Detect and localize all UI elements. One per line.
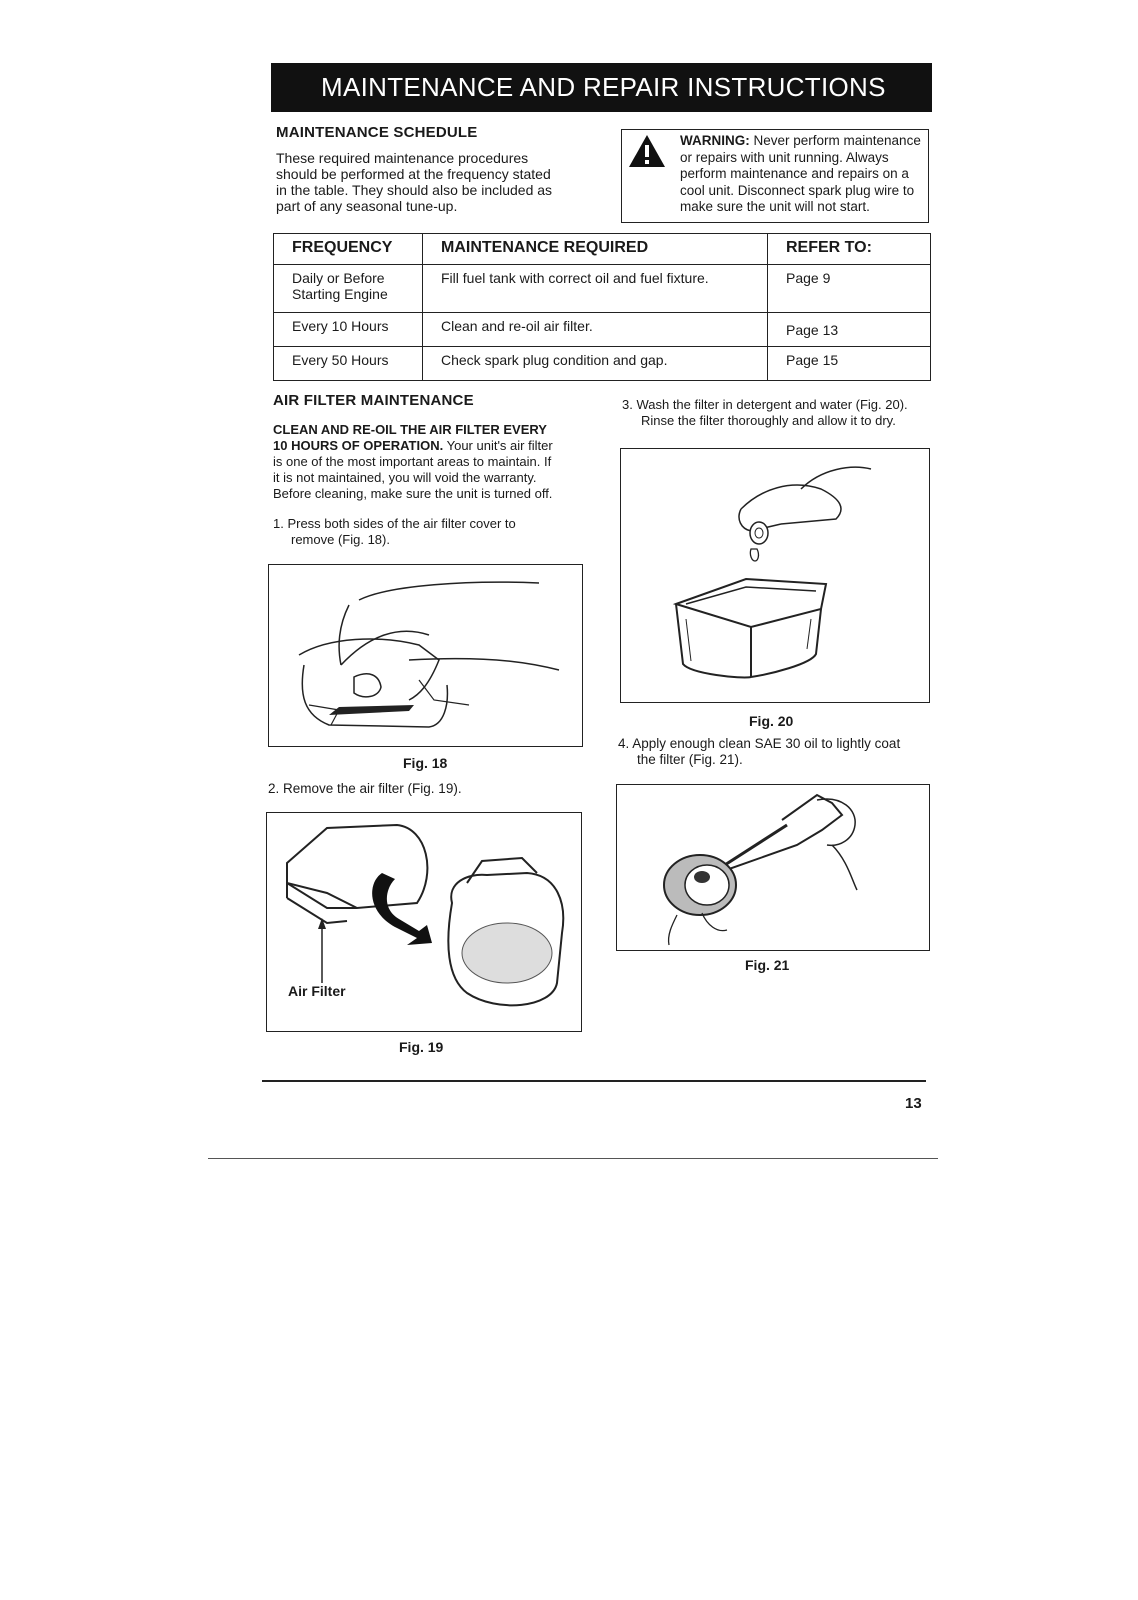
table-cell-refer: Page 13 <box>768 313 931 347</box>
maintenance-table <box>273 233 931 381</box>
figure-18 <box>268 564 583 747</box>
oiling-filter-illustration <box>617 785 928 949</box>
warning-line: or repairs with unit running. Always <box>680 149 889 165</box>
warning-text <box>680 133 930 216</box>
footer-rule <box>262 1080 926 1082</box>
figure-18-caption: Fig. 18 <box>403 755 448 771</box>
table-cell-refer: Page 15 <box>768 347 931 381</box>
step-4 <box>618 736 938 768</box>
table-cell-refer: Page 9 <box>768 265 931 313</box>
air-filter-intro <box>273 422 583 502</box>
air-filter-bold-line: 10 HOURS OF OPERATION. <box>273 438 444 453</box>
figure-20 <box>620 448 930 703</box>
step-4-line: 4. Apply enough clean SAE 30 oil to lightly coat <box>618 736 901 751</box>
warning-triangle-icon <box>627 133 667 169</box>
figure-21 <box>616 784 930 951</box>
page-title-banner <box>271 63 932 112</box>
hand-pressing-cover-illustration <box>269 565 581 745</box>
warning-label: WARNING: <box>680 133 750 148</box>
intro-line: part of any seasonal tune-up. <box>276 198 458 214</box>
step-1 <box>273 516 583 548</box>
schedule-intro <box>276 150 581 214</box>
step-4-line: the filter (Fig. 21). <box>637 752 743 767</box>
warning-line: perform maintenance and repairs on a <box>680 166 909 181</box>
table-cell-task: Fill fuel tank with correct oil and fuel fixture. <box>423 265 768 313</box>
figure-19-caption: Fig. 19 <box>399 1039 444 1055</box>
figure-20-caption: Fig. 20 <box>749 713 794 729</box>
column-header-maintenance: MAINTENANCE REQUIRED <box>423 234 768 265</box>
table-cell-frequency <box>274 265 423 313</box>
table-cell-frequency: Every 50 Hours <box>274 347 423 381</box>
intro-line: in the table. They should also be included as <box>276 182 553 198</box>
table-cell-task: Clean and re-oil air filter. <box>423 313 768 347</box>
column-header-frequency: FREQUENCY <box>274 234 423 265</box>
figure-21-caption: Fig. 21 <box>745 957 790 973</box>
table-row <box>274 313 931 347</box>
air-filter-line: Your unit's air filter <box>443 438 553 453</box>
air-filter-heading: AIR FILTER MAINTENANCE <box>273 392 474 409</box>
table-cell-frequency: Every 10 Hours <box>274 313 423 347</box>
frequency-line: Starting Engine <box>292 286 388 302</box>
maintenance-schedule-heading: MAINTENANCE SCHEDULE <box>276 124 478 141</box>
step-3 <box>622 397 932 429</box>
washing-filter-illustration <box>621 449 928 701</box>
table-row <box>274 347 931 381</box>
air-filter-label: Air Filter <box>288 983 346 999</box>
scan-edge-line <box>208 1158 938 1159</box>
step-3-line: 3. Wash the filter in detergent and water (Fig. 20). <box>622 397 908 412</box>
frequency-line: Daily or Before <box>292 270 385 286</box>
intro-line: These required maintenance procedures <box>276 150 529 166</box>
step-1-line: 1. Press both sides of the air filter cover to <box>273 516 516 531</box>
warning-line: Never perform maintenance <box>749 133 921 148</box>
warning-line: make sure the unit will not start. <box>680 199 870 214</box>
step-3-line: Rinse the filter thoroughly and allow it to dry. <box>641 413 896 428</box>
table-row <box>274 265 931 313</box>
air-filter-bold-line: CLEAN AND RE-OIL THE AIR FILTER EVERY <box>273 422 547 437</box>
page-number: 13 <box>905 1095 922 1112</box>
figure-19 <box>266 812 582 1032</box>
air-filter-line: is one of the most important areas to maintain. If <box>273 454 552 469</box>
air-filter-line: it is not maintained, you will void the warranty. <box>273 470 537 485</box>
table-cell-task: Check spark plug condition and gap. <box>423 347 768 381</box>
page-title: MAINTENANCE AND REPAIR INSTRUCTIONS <box>321 72 886 102</box>
air-filter-line: Before cleaning, make sure the unit is turned off. <box>273 486 553 501</box>
step-1-line: remove (Fig. 18). <box>291 532 390 547</box>
intro-line: should be performed at the frequency stated <box>276 166 551 182</box>
table-header-row <box>274 234 931 265</box>
step-2: 2. Remove the air filter (Fig. 19). <box>268 781 462 796</box>
warning-line: cool unit. Disconnect spark plug wire to <box>680 182 915 198</box>
column-header-refer: REFER TO: <box>768 234 931 265</box>
